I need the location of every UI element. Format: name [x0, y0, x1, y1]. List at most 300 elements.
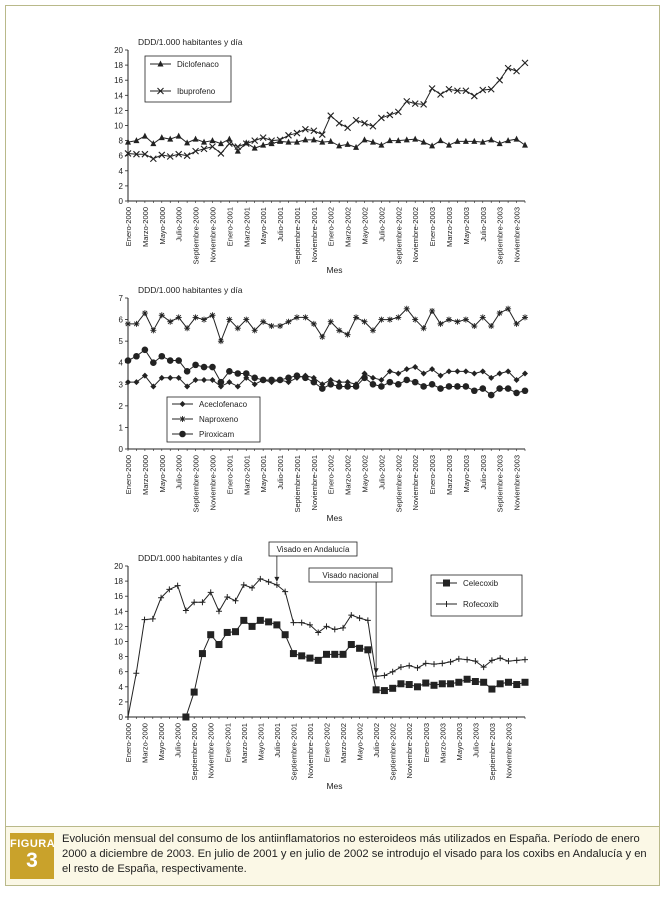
data-point — [414, 683, 421, 690]
data-point — [209, 312, 215, 318]
y-tick-label: 16 — [114, 76, 123, 86]
x-tick-label: Marzo-2003 — [438, 723, 448, 764]
x-tick-label: Enero-2002 — [326, 455, 336, 495]
data-point — [323, 651, 330, 658]
y-tick-label: 18 — [114, 577, 123, 587]
data-point — [497, 655, 503, 661]
data-point — [406, 663, 412, 669]
data-point — [514, 321, 520, 327]
x-tick-label: Septiembre-2003 — [495, 454, 505, 513]
data-point — [454, 319, 460, 325]
data-point — [235, 370, 242, 377]
data-point — [328, 319, 334, 325]
data-point — [505, 306, 511, 312]
data-point — [429, 86, 435, 92]
x-axis-label: Mes — [326, 513, 343, 523]
data-point — [142, 133, 148, 139]
data-point — [193, 148, 199, 154]
data-point — [488, 392, 495, 399]
data-point — [133, 670, 139, 676]
data-point — [216, 608, 222, 614]
x-tick-label: Julio-2003 — [478, 207, 488, 242]
data-point — [497, 77, 503, 83]
data-point — [438, 137, 444, 143]
data-point — [226, 136, 232, 142]
data-point — [497, 310, 503, 316]
data-point — [395, 371, 401, 377]
data-point — [378, 115, 384, 121]
data-point — [387, 317, 393, 323]
legend-label: Diclofenaco — [177, 60, 219, 69]
data-point — [336, 120, 342, 126]
data-point — [142, 346, 149, 353]
data-point — [277, 377, 284, 384]
x-tick-label: Noviembre-2003 — [512, 455, 522, 511]
x-tick-label: Julio-2000 — [174, 207, 184, 242]
y-tick-label: 10 — [114, 121, 123, 131]
data-point — [505, 658, 511, 664]
data-point — [142, 310, 148, 316]
data-point — [348, 641, 355, 648]
chart-1 — [114, 37, 528, 275]
data-point — [207, 631, 214, 638]
data-point — [277, 323, 283, 329]
data-point — [241, 582, 247, 588]
data-point — [224, 594, 230, 600]
data-point — [362, 120, 368, 126]
y-tick-label: 6 — [118, 151, 123, 161]
data-point — [471, 93, 477, 99]
data-point — [514, 657, 520, 663]
x-tick-label: Julio-2000 — [173, 723, 183, 758]
data-point — [319, 385, 326, 392]
data-point — [522, 314, 528, 320]
x-tick-label: Enero-2003 — [428, 207, 438, 247]
data-point — [340, 625, 346, 631]
data-point — [328, 138, 334, 144]
x-tick-label: Enero-2002 — [322, 723, 332, 763]
x-tick-label: Enero-2001 — [225, 455, 235, 495]
x-tick-label: Noviembre-2003 — [504, 723, 514, 779]
data-point — [496, 385, 503, 392]
data-point — [182, 714, 189, 721]
data-point — [404, 366, 410, 372]
legend-label: Naproxeno — [199, 415, 239, 424]
data-point — [370, 327, 376, 333]
y-tick-label: 18 — [114, 61, 123, 71]
y-tick-label: 0 — [118, 197, 123, 206]
x-tick-label: Enero-2001 — [223, 723, 233, 763]
data-point — [522, 657, 528, 663]
data-point — [285, 375, 292, 382]
data-point — [348, 612, 354, 618]
data-point — [446, 368, 452, 374]
data-point — [438, 321, 444, 327]
data-point — [243, 370, 250, 377]
legend-marker — [180, 416, 186, 422]
data-point — [387, 379, 394, 386]
data-point — [268, 377, 275, 384]
y-tick-label: 6 — [118, 315, 123, 325]
data-point — [344, 383, 351, 390]
data-point — [488, 686, 495, 693]
chart-title: DDD/1.000 habitantes y día — [138, 553, 243, 563]
x-tick-label: Mayo-2000 — [157, 207, 167, 245]
x-tick-label: Septiembre-2002 — [388, 723, 398, 781]
y-tick-label: 14 — [114, 607, 123, 617]
series-celecoxib — [182, 617, 528, 721]
x-tick-label: Marzo-2001 — [242, 206, 252, 248]
data-point — [505, 385, 512, 392]
data-point — [412, 379, 419, 386]
y-tick-label: 7 — [118, 294, 123, 303]
data-point — [319, 334, 325, 340]
x-tick-label: Marzo-2001 — [239, 723, 249, 764]
x-tick-label: Noviembre-2001 — [305, 723, 315, 779]
x-tick-label: Noviembre-2002 — [411, 455, 421, 511]
x-tick-label: Septiembre-2000 — [190, 723, 200, 781]
y-tick-label: 16 — [114, 592, 123, 602]
data-point — [306, 655, 313, 662]
chart-2 — [119, 285, 529, 523]
data-point — [513, 390, 520, 397]
data-point — [437, 385, 444, 392]
x-tick-label: Enero-2000 — [124, 455, 133, 495]
series-line — [128, 309, 525, 341]
data-point — [370, 375, 376, 381]
data-point — [361, 375, 368, 382]
data-point — [133, 353, 140, 360]
data-point — [311, 321, 317, 327]
data-point — [176, 133, 182, 139]
data-point — [192, 362, 199, 369]
data-point — [389, 685, 396, 692]
data-point — [345, 332, 351, 338]
legend-label: Ibuprofeno — [177, 87, 216, 96]
data-point — [513, 681, 520, 688]
data-point — [471, 387, 478, 394]
x-tick-label: Septiembre-2000 — [191, 455, 201, 513]
y-tick-label: 10 — [114, 637, 123, 647]
data-point — [328, 113, 334, 119]
x-tick-label: Marzo-2001 — [242, 455, 252, 496]
data-point — [150, 156, 156, 162]
data-point — [447, 680, 454, 687]
data-point — [505, 679, 512, 686]
data-point — [232, 628, 239, 635]
x-tick-label: Septiembre-2001 — [289, 723, 299, 781]
data-point — [463, 368, 469, 374]
data-point — [327, 381, 334, 388]
data-point — [167, 357, 174, 364]
data-point — [464, 657, 470, 663]
data-point — [463, 317, 469, 323]
chart-title: DDD/1.000 habitantes y día — [138, 37, 243, 47]
data-point — [218, 379, 225, 386]
legend-label: Aceclofenaco — [199, 400, 248, 409]
y-tick-label: 2 — [118, 181, 123, 191]
data-point — [252, 138, 258, 144]
legend-marker — [179, 431, 186, 438]
data-point — [398, 664, 404, 670]
data-point — [480, 679, 487, 686]
data-point — [150, 616, 156, 622]
data-point — [340, 651, 347, 658]
data-point — [429, 381, 436, 388]
data-point — [497, 680, 504, 687]
data-point — [125, 321, 131, 327]
data-point — [429, 308, 435, 314]
data-point — [345, 141, 351, 147]
x-tick-label: Mayo-2003 — [461, 207, 471, 245]
figure-badge — [10, 833, 54, 879]
legend-label: Piroxicam — [199, 430, 235, 439]
data-point — [497, 371, 503, 377]
data-point — [201, 364, 208, 371]
data-point — [265, 618, 272, 625]
x-tick-label: Julio-2001 — [276, 207, 286, 242]
data-point — [266, 579, 272, 585]
data-point — [353, 383, 360, 390]
data-point — [294, 130, 300, 136]
series-diclofenaco — [125, 133, 528, 154]
x-tick-label: Mayo-2001 — [259, 455, 269, 493]
data-point — [184, 325, 190, 331]
chart-3 — [114, 542, 528, 791]
x-tick-label: Marzo-2000 — [140, 723, 150, 764]
annotation-arrowhead — [274, 577, 279, 582]
data-point — [479, 385, 486, 392]
data-point — [315, 657, 322, 664]
data-point — [345, 125, 351, 131]
data-point — [522, 679, 529, 686]
data-point — [390, 669, 396, 675]
data-point — [302, 375, 309, 382]
data-point — [514, 68, 520, 74]
data-point — [356, 645, 363, 652]
data-point — [260, 319, 266, 325]
data-point — [240, 617, 247, 624]
data-point — [199, 650, 206, 657]
series-naproxeno — [125, 306, 528, 344]
x-tick-label: Marzo-2000 — [140, 455, 150, 496]
data-point — [422, 680, 429, 687]
data-point — [454, 368, 460, 374]
data-point — [285, 132, 291, 138]
x-tick-label: Septiembre-2003 — [495, 206, 505, 265]
y-tick-label: 2 — [118, 697, 123, 707]
data-point — [378, 317, 384, 323]
data-point — [273, 621, 280, 628]
x-tick-label: Enero-2003 — [421, 723, 431, 763]
x-tick-label: Noviembre-2002 — [411, 207, 421, 263]
annotation-label: Visado en Andalucía — [276, 545, 350, 554]
data-point — [260, 377, 267, 384]
data-point — [431, 682, 438, 689]
data-point — [412, 136, 418, 142]
x-tick-label: Mayo-2000 — [157, 723, 167, 761]
data-point — [471, 371, 477, 377]
data-point — [378, 383, 385, 390]
data-point — [176, 314, 182, 320]
x-tick-label: Marzo-2002 — [343, 207, 353, 248]
data-point — [175, 583, 181, 589]
figure-number: 3 — [26, 849, 38, 872]
y-tick-label: 4 — [118, 682, 123, 692]
x-tick-label: Mayo-2003 — [454, 723, 464, 761]
data-point — [319, 132, 325, 138]
annotation-arrowhead — [374, 668, 379, 673]
data-point — [251, 375, 258, 382]
data-point — [438, 92, 444, 98]
x-tick-label: Julio-2000 — [174, 455, 184, 490]
data-point — [224, 629, 231, 636]
x-tick-label: Mayo-2001 — [256, 723, 266, 761]
data-point — [522, 387, 529, 394]
data-point — [370, 381, 377, 388]
data-point — [260, 135, 266, 141]
y-tick-label: 20 — [114, 46, 123, 55]
data-point — [215, 641, 222, 648]
x-tick-label: Noviembre-2000 — [206, 723, 216, 779]
data-point — [414, 665, 420, 671]
data-point — [362, 136, 368, 142]
data-point — [209, 137, 215, 143]
data-point — [370, 123, 376, 129]
x-tick-label: Mayo-2001 — [259, 207, 269, 245]
x-tick-label: Julio-2002 — [377, 455, 387, 490]
x-tick-label: Noviembre-2001 — [309, 455, 319, 511]
y-tick-label: 12 — [114, 106, 123, 116]
x-tick-label: Marzo-2002 — [343, 455, 353, 496]
x-tick-label: Julio-2002 — [372, 723, 382, 758]
data-point — [218, 150, 224, 156]
y-tick-label: 0 — [118, 713, 123, 722]
data-point — [403, 377, 410, 384]
data-point — [125, 714, 131, 720]
y-tick-label: 3 — [118, 380, 123, 390]
data-point — [404, 306, 410, 312]
legend-marker — [443, 580, 450, 587]
data-point — [446, 317, 452, 323]
legend-label: Rofecoxib — [463, 600, 499, 609]
data-point — [290, 620, 296, 626]
data-point — [454, 383, 461, 390]
x-tick-label: Noviembre-2000 — [208, 207, 218, 263]
figure-label: FIGURA — [10, 838, 56, 850]
data-point — [446, 383, 453, 390]
x-tick-label: Septiembre-2002 — [394, 207, 404, 265]
data-point — [201, 146, 207, 152]
y-tick-label: 8 — [118, 652, 123, 662]
data-point — [353, 314, 359, 320]
data-point — [159, 134, 165, 140]
annotation-label: Visado nacional — [322, 571, 379, 580]
data-point — [191, 689, 198, 696]
data-point — [331, 651, 338, 658]
y-tick-label: 0 — [118, 445, 123, 454]
data-point — [285, 319, 291, 325]
x-tick-label: Marzo-2003 — [444, 455, 454, 496]
data-point — [209, 144, 215, 150]
data-point — [175, 357, 182, 364]
y-tick-label: 4 — [118, 166, 123, 176]
data-point — [332, 626, 338, 632]
data-point — [336, 383, 343, 390]
x-tick-label: Septiembre-2003 — [487, 723, 497, 781]
data-point — [364, 646, 371, 653]
data-point — [226, 317, 232, 323]
y-tick-label: 4 — [118, 358, 123, 368]
data-point — [302, 314, 308, 320]
data-point — [404, 98, 410, 104]
data-point — [235, 325, 241, 331]
data-point — [201, 377, 207, 383]
data-point — [209, 364, 216, 371]
x-tick-label: Noviembre-2002 — [405, 723, 415, 779]
y-tick-label: 5 — [118, 337, 123, 347]
data-point — [269, 323, 275, 329]
x-tick-label: Enero-2001 — [225, 206, 235, 247]
data-point — [184, 368, 191, 375]
x-tick-label: Enero-2000 — [124, 207, 133, 247]
data-point — [395, 109, 401, 115]
data-point — [471, 323, 477, 329]
data-point — [243, 317, 249, 323]
data-point — [365, 617, 371, 623]
data-point — [233, 598, 239, 604]
data-point — [252, 327, 258, 333]
legend-label: Celecoxib — [463, 579, 499, 588]
data-point — [439, 680, 446, 687]
x-tick-label: Septiembre-2000 — [191, 207, 201, 265]
x-tick-label: Mayo-2000 — [157, 455, 167, 493]
data-point — [218, 338, 224, 344]
y-tick-label: 2 — [118, 401, 123, 411]
data-point — [282, 631, 289, 638]
data-point — [298, 652, 305, 659]
data-point — [362, 319, 368, 325]
data-point — [357, 615, 363, 621]
data-point — [387, 112, 393, 118]
data-point — [488, 136, 494, 142]
data-point — [201, 317, 207, 323]
data-point — [420, 383, 427, 390]
x-tick-label: Noviembre-2003 — [512, 207, 522, 263]
x-tick-label: Septiembre-2001 — [292, 455, 302, 513]
data-point — [249, 623, 256, 630]
data-point — [406, 681, 413, 688]
data-point — [448, 659, 454, 665]
data-point — [472, 678, 479, 685]
y-tick-label: 20 — [114, 562, 123, 571]
data-point — [353, 117, 359, 123]
y-tick-label: 14 — [114, 91, 123, 101]
data-point — [464, 676, 471, 683]
data-point — [133, 321, 139, 327]
data-point — [381, 672, 387, 678]
x-tick-label: Mayo-2003 — [461, 455, 471, 493]
data-point — [193, 136, 199, 142]
data-point — [412, 317, 418, 323]
x-tick-label: Enero-2000 — [124, 723, 133, 763]
data-point — [290, 650, 297, 657]
figure-caption — [5, 826, 660, 886]
x-tick-label: Noviembre-2000 — [208, 455, 218, 511]
data-point — [514, 136, 520, 142]
data-point — [150, 140, 156, 146]
data-point — [125, 357, 132, 364]
